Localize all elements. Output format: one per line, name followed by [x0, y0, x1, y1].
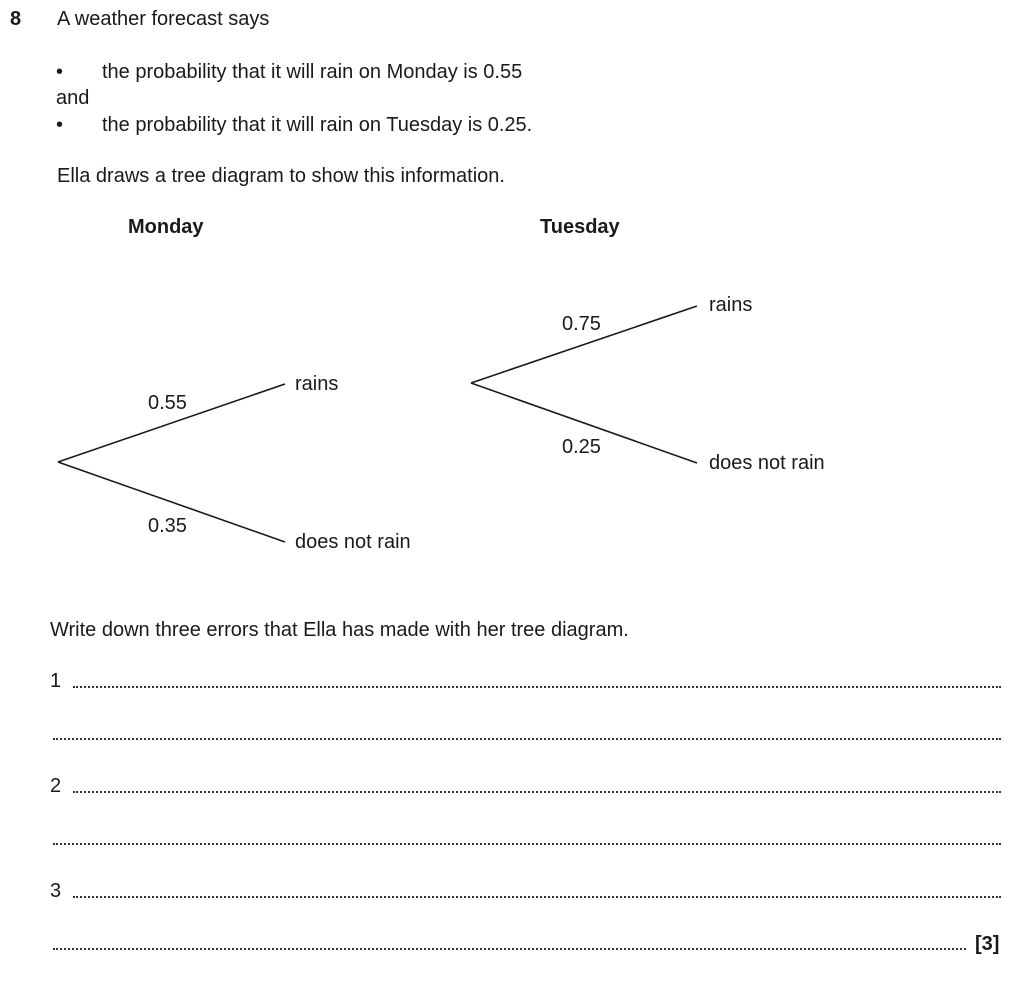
question-number: 8	[10, 8, 22, 30]
answer-1-continuation-dotted-line	[53, 738, 1001, 740]
bullet-marker: •	[56, 61, 64, 83]
answer-number: 3	[50, 880, 62, 902]
answer-3-field[interactable]	[73, 874, 1001, 898]
answer-2-field[interactable]	[73, 769, 1001, 793]
monday-upper-outcome: rains	[295, 373, 339, 395]
bullet-marker: •	[56, 114, 64, 136]
answer-2-continuation-dotted-line	[53, 843, 1001, 845]
question-statement: Ella draws a tree diagram to show this information.	[57, 165, 505, 187]
answer-number: 1	[50, 670, 62, 692]
answer-3-dotted-line	[73, 896, 1001, 898]
answer-1-field[interactable]	[73, 664, 1001, 688]
monday-lower-outcome: does not rain	[295, 531, 411, 553]
answer-2-continuation[interactable]	[53, 821, 1001, 845]
answer-1-dotted-line	[73, 686, 1001, 688]
bullet-monday: the probability that it will rain on Monday is 0.55	[102, 61, 523, 83]
answer-number: 2	[50, 775, 62, 797]
tuesday-upper-probability: 0.75	[562, 313, 601, 335]
answer-3-continuation[interactable]	[53, 926, 966, 950]
question-intro: A weather forecast says	[57, 8, 270, 30]
answer-3-continuation-dotted-line	[53, 948, 966, 950]
monday-lower-probability: 0.35	[148, 515, 187, 537]
task-prompt: Write down three errors that Ella has made with her tree diagram.	[50, 619, 629, 641]
answer-2-dotted-line	[73, 791, 1001, 793]
tuesday-upper-outcome: rains	[709, 294, 753, 316]
bullet-tuesday: the probability that it will rain on Tuesday is 0.25.	[102, 114, 533, 136]
monday-upper-probability: 0.55	[148, 392, 187, 414]
tuesday-lower-probability: 0.25	[562, 436, 601, 458]
answer-1-continuation[interactable]	[53, 716, 1001, 740]
heading-monday: Monday	[128, 216, 204, 238]
joiner-and: and	[56, 87, 90, 109]
heading-tuesday: Tuesday	[540, 216, 620, 238]
tuesday-lower-outcome: does not rain	[709, 452, 825, 474]
marks-label: [3]	[975, 933, 1000, 955]
